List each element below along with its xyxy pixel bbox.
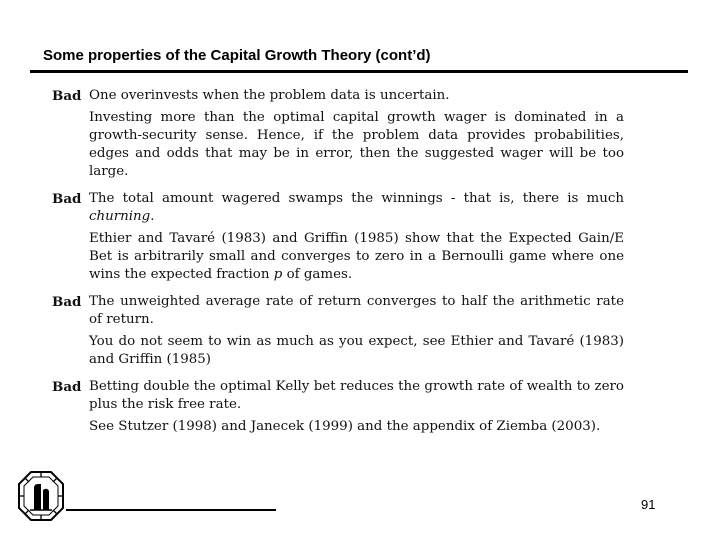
property-item (52, 190, 624, 284)
item-detail: See Stutzer (1998) and Janecek (1999) and the appendix of Ziemba (2003). (89, 419, 601, 434)
item-statement-end: . (150, 209, 155, 224)
item-label: Bad (52, 88, 82, 104)
property-list (52, 87, 624, 445)
emphasis-term: churning (89, 209, 151, 224)
title-rule (30, 70, 688, 73)
footer-rule (66, 509, 276, 511)
item-statement (89, 190, 624, 226)
item-detail-text: Ethier and Tavaré (1983) and Griffin (1985) show that the Expected Gain/E Bet is arbitrarily small and converges to zero in a Bernoulli game where one wins the expected fraction (89, 231, 624, 282)
item-detail: You do not seem to win as much as you expect, see Ethier and Tavaré (1983) and Griffin (1985) (89, 334, 624, 367)
property-item (52, 87, 624, 181)
item-body (89, 87, 624, 181)
item-body (89, 190, 624, 284)
item-detail-end: of games. (282, 267, 353, 282)
item-detail: Investing more than the optimal capital growth wager is dominated in a growth-security sense. Hence, if the problem data provides probabilities, edges and odds that may be in error, then the suggested wager will be too large. (89, 110, 624, 179)
octagon-emblem-icon (17, 470, 65, 522)
item-detail (89, 230, 624, 284)
item-statement: The unweighted average rate of return converges to half the arithmetic rate of return. (89, 294, 624, 327)
slide-title: Some properties of the Capital Growth Theory (cont’d) (43, 47, 431, 64)
item-body (89, 293, 624, 369)
variable-p: p (273, 267, 283, 282)
page-number: 91 (641, 497, 656, 512)
item-statement: One overinvests when the problem data is uncertain. (89, 88, 450, 103)
property-item (52, 293, 624, 369)
item-statement-text: The total amount wagered swamps the winnings - that is, there is much (89, 191, 624, 206)
item-label: Bad (52, 379, 82, 395)
property-item (52, 378, 624, 436)
item-statement: Betting double the optimal Kelly bet reduces the growth rate of wealth to zero plus the risk free rate. (89, 379, 624, 412)
item-label: Bad (52, 191, 82, 207)
item-label: Bad (52, 294, 82, 310)
item-body (89, 378, 624, 436)
